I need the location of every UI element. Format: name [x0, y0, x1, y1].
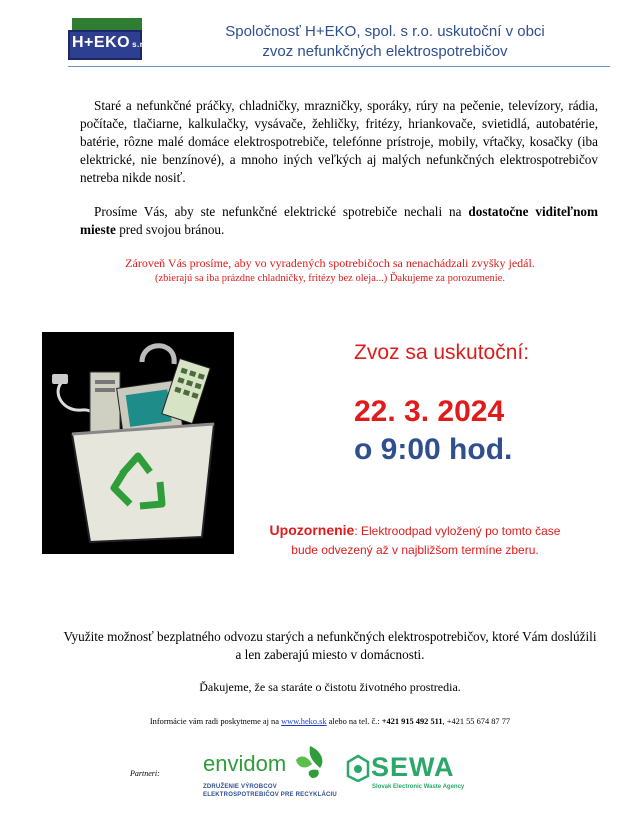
- collection-label: Zvoz sa uskutoční:: [354, 341, 530, 364]
- collection-date: 22. 3. 2024: [354, 395, 505, 428]
- appliances-paragraph: Staré a nefunkčné práčky, chladničky, mrazničky, sporáky, rúry na pečenie, televízory, rádia, počítače, tlačiarne, kalkulačky, vysávače, žehličky, fritézy, hriankovače, svietidlá, autobatérie, batérie, rôzne malé domáce elektrospotrebiče, telefónne prístroje, mobily, vŕtačky, kosačky (iba elektrické, nie benzínové), a mnoho iných veľkých aj malých nefunkčných elektrospotrebičov netreba nikde nosiť.: [80, 98, 598, 185]
- website-link[interactable]: www.heko.sk: [281, 717, 327, 726]
- food-notice: Zároveň Vás prosíme, aby vo vyradených spotrebičoch sa nenachádzali zvyšky jedál.: [125, 256, 535, 270]
- heko-logo-text: H+EKO s.r.o.: [72, 34, 154, 51]
- header-divider: [68, 66, 610, 67]
- envidom-leaf-icon: [292, 744, 328, 780]
- logo-green-band: [72, 18, 142, 30]
- warning-line1: Upozornenie: Elektroodpad vyložený po tomto čase: [269, 522, 561, 538]
- sewa-mark-icon: [346, 754, 370, 782]
- thanks-note: Ďakujeme, že sa staráte o čistotu životného prostredia.: [199, 680, 461, 694]
- phone-secondary: , +421 55 674 87 77: [442, 717, 511, 726]
- placement-emphasis: dostatočne viditeľnom mieste: [80, 204, 598, 237]
- header-title-line1: Spoločnosť H+EKO, spol. s r.o. uskutoční v obci: [225, 23, 545, 40]
- contact-info: Informácie vám radi poskytneme aj na www.heko.sk alebo na tel. č.: +421 915 492 511, +421 55 674 87 77: [149, 717, 511, 726]
- collection-time: o 9:00 hod.: [354, 433, 513, 466]
- sewa-logo-text: SEWA: [371, 752, 455, 782]
- sewa-tagline: Slovak Electronic Waste Agency: [372, 784, 465, 790]
- phone-primary: +421 915 492 511: [381, 717, 443, 726]
- recycle-bin-icon: [42, 332, 234, 554]
- warning-label: Upozornenie: [269, 522, 355, 538]
- warning-line2: bude odvezený až v najbližšom termíne zberu.: [291, 543, 539, 557]
- header-title-line2: zvoz nefunkčných elektrospotrebičov: [262, 43, 508, 60]
- envidom-tagline: ZDRUŽENIE VÝROBCOV ELEKTROSPOTREBIČOV PRE RECYKLÁCIU: [203, 784, 337, 798]
- food-notice-detail: (zbierajú sa iba prázdne chladničky, fritézy bez oleja...) Ďakujeme za porozumenie.: [154, 273, 506, 284]
- partners-label: Partneri:: [130, 769, 160, 778]
- header-title: [160, 22, 610, 62]
- placement-paragraph: Prosíme Vás, aby ste nefunkčné elektrické spotrebiče nechali na dostatočne viditeľnom mieste pred svojou bránou.: [80, 204, 598, 237]
- envidom-logo-text: envidom: [203, 751, 287, 776]
- recycle-bin-illustration: [42, 332, 234, 554]
- free-pickup-paragraph: Využite možnosť bezplatného odvozu starých a nefunkčných elektrospotrebičov, ktoré Vám doslúžili a len zaberajú miesto v domácnosti.: [63, 629, 597, 662]
